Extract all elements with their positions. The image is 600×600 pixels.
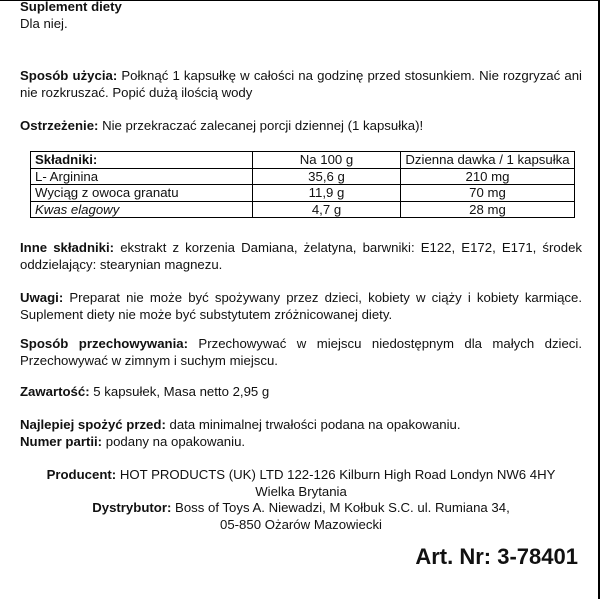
other-ingredients-label: Inne składniki: xyxy=(20,240,115,255)
notes-text: Preparat nie może być spożywany przez dzieci, kobiety w ciąży i kobiety karmiące. Suplement diety nie może być substytutem zróżnicowanej diety. xyxy=(20,290,582,322)
table-header-cell: Dzienna dawka / 1 kapsułka xyxy=(401,152,575,169)
table-row xyxy=(31,201,575,218)
storage-text: Przechowywać w miejscu niedostępnym dla małych dzieci. Przechowywać w zimnym i suchym miejscu. xyxy=(20,336,582,368)
usage-text: Połknąć 1 kapsułkę w całości na godzinę przed stosunkiem. Nie rozgryzać ani nie rozkruszać. Popić dużą ilością wody xyxy=(20,68,582,100)
distributor-line1: Boss of Toys A. Niewadzi, M Kołbuk S.C. ul. Rumiana 34, xyxy=(175,500,510,515)
table-cell: 210 mg xyxy=(401,168,575,185)
table-cell: 28 mg xyxy=(401,201,575,218)
table-cell: 4,7 g xyxy=(253,201,401,218)
table-row xyxy=(31,185,575,202)
table-header-row xyxy=(31,152,575,169)
table-cell: Kwas elagowy xyxy=(31,201,253,218)
header-block xyxy=(20,0,582,32)
warning-text: Nie przekraczać zalecanej porcji dziennej (1 kapsułka)! xyxy=(102,118,424,133)
contents-block xyxy=(20,384,582,401)
article-number: Art. Nr: 3-78401 xyxy=(415,544,578,569)
storage-block xyxy=(20,336,582,369)
producer-block xyxy=(20,467,582,500)
batch-block xyxy=(20,434,582,451)
table-cell: L- Arginina xyxy=(31,168,253,185)
distributor-block xyxy=(20,500,582,533)
best-before-text: data minimalnej trwałości podana na opakowaniu. xyxy=(169,417,461,432)
table-header-cell: Składniki: xyxy=(31,152,253,169)
product-subtitle: Dla niej. xyxy=(20,15,68,31)
warning-label: Ostrzeżenie: xyxy=(20,118,99,133)
producer-line2: Wielka Brytania xyxy=(255,483,347,499)
producer-label: Producent: xyxy=(46,467,117,482)
other-ingredients-text: ekstrakt z korzenia Damiana, żelatyna, barwniki: E122, E172, E171, środek oddzielający: stearynian magnezu. xyxy=(20,240,583,272)
notes-block xyxy=(20,290,582,323)
ingredients-table xyxy=(30,151,575,218)
best-before-block xyxy=(20,417,582,434)
table-cell: 11,9 g xyxy=(253,185,401,202)
table-header-cell: Na 100 g xyxy=(253,152,401,169)
other-ingredients-block xyxy=(20,240,582,273)
table-cell: 35,6 g xyxy=(253,168,401,185)
storage-label: Sposób przechowywania: xyxy=(20,336,188,351)
notes-label: Uwagi: xyxy=(20,290,64,305)
table-cell: 70 mg xyxy=(401,185,575,202)
table-row xyxy=(31,168,575,185)
distributor-label: Dystrybutor: xyxy=(92,500,172,515)
product-title: Suplement diety xyxy=(20,0,122,14)
usage-label: Sposób użycia: xyxy=(20,68,118,83)
table-cell: Wyciąg z owoca granatu xyxy=(31,185,253,202)
batch-label: Numer partii: xyxy=(20,434,103,449)
distributor-line2: 05-850 Ożarów Mazowiecki xyxy=(220,516,382,532)
usage-block xyxy=(20,68,582,101)
best-before-label: Najlepiej spożyć przed: xyxy=(20,417,166,432)
batch-text: podany na opakowaniu. xyxy=(105,434,246,449)
contents-text: 5 kapsułek, Masa netto 2,95 g xyxy=(93,384,270,399)
warning-block xyxy=(20,118,582,135)
contents-label: Zawartość: xyxy=(20,384,90,399)
producer-line1: HOT PRODUCTS (UK) LTD 122-126 Kilburn High Road Londyn NW6 4HY xyxy=(119,467,556,482)
